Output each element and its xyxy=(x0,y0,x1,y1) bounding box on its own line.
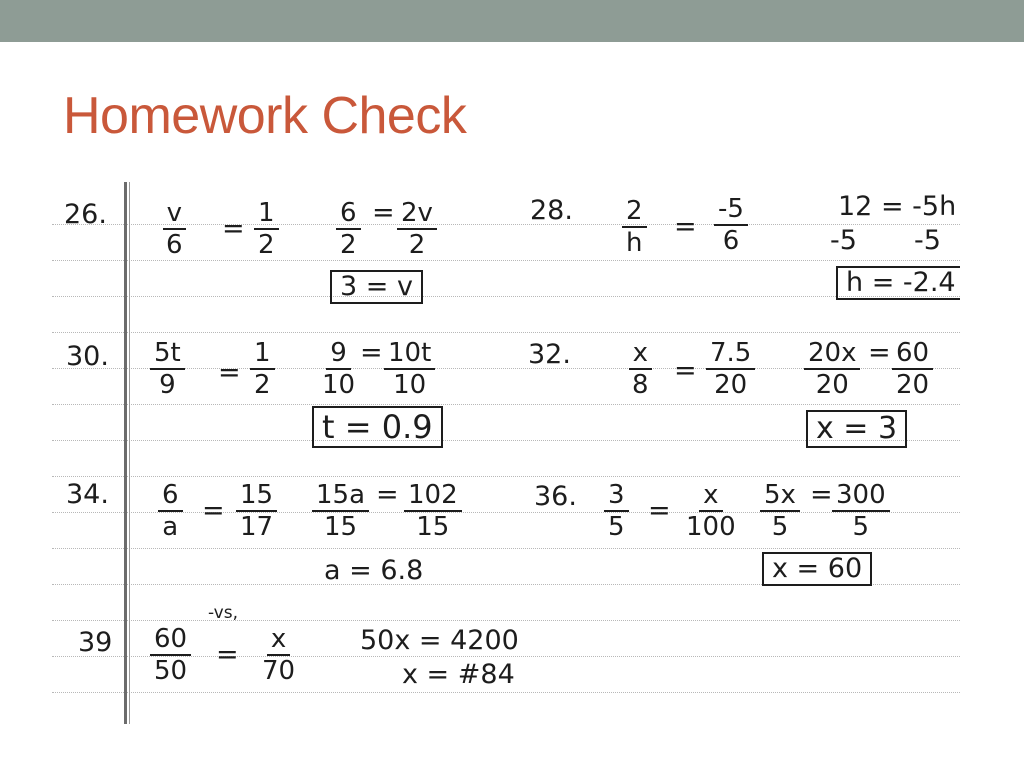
fraction: $\frac{2}{h}$ xyxy=(622,196,647,258)
equals-sign: = xyxy=(202,495,225,526)
problem-number: 30. xyxy=(66,341,109,372)
answer: a = 6.8 xyxy=(324,555,424,586)
fraction: $\frac{102}{15}$ xyxy=(404,480,462,542)
notebook-margin-line xyxy=(124,182,127,724)
fraction: $\frac{6}{2}$ xyxy=(336,198,361,260)
boxed-answer: h = -2.4 xyxy=(836,266,960,300)
equation-line: 50x = 4200 xyxy=(360,625,519,656)
boxed-answer: x = 3 xyxy=(806,410,907,448)
equals-sign: = xyxy=(810,479,833,510)
fraction: $\frac{15}{17}$ xyxy=(236,480,277,542)
fraction: $\frac{3}{5}$ xyxy=(604,480,629,542)
fraction: $\frac{v}{6}$ xyxy=(162,198,187,260)
boxed-answer: x = 60 xyxy=(762,552,872,586)
problem-number: 39 xyxy=(78,627,113,658)
fraction: $\frac{15a}{15}$ xyxy=(312,480,369,542)
fraction: $\frac{60}{20}$ xyxy=(892,338,933,400)
fraction: $\frac{10t}{10}$ xyxy=(384,338,435,400)
fraction: $\frac{300}{5}$ xyxy=(832,480,890,542)
equation-line: 12 = -5h xyxy=(838,191,957,222)
fraction: $\frac{5t}{9}$ xyxy=(150,338,185,400)
fraction: $\frac{60}{50}$ xyxy=(150,624,191,686)
fraction: $\frac{5x}{5}$ xyxy=(760,480,800,542)
equals-sign: = xyxy=(222,213,245,244)
homework-scan xyxy=(52,182,960,724)
divisor-left: -5 xyxy=(830,225,857,256)
divisor-right: -5 xyxy=(914,225,941,256)
boxed-answer: t = 0.9 xyxy=(312,406,443,448)
problem-number: 28. xyxy=(530,195,573,226)
equals-sign: = xyxy=(360,337,383,368)
problem-number: 34. xyxy=(66,479,109,510)
boxed-answer: 3 = v xyxy=(330,270,423,304)
fraction: $\frac{x}{100}$ xyxy=(686,480,736,542)
top-accent-bar xyxy=(0,0,1024,42)
fraction: $\frac{1}{2}$ xyxy=(254,198,279,260)
equals-sign: = xyxy=(216,639,239,670)
fraction: $\frac{20x}{20}$ xyxy=(804,338,860,400)
problem-number: 36. xyxy=(534,481,577,512)
fraction: $\frac{6}{a}$ xyxy=(158,480,183,542)
equals-sign: = xyxy=(868,337,891,368)
fraction: $\frac{1}{2}$ xyxy=(250,338,275,400)
fraction: $\frac{x}{70}$ xyxy=(262,624,296,686)
fraction: $\frac{2v}{2}$ xyxy=(397,198,437,260)
equals-sign: = xyxy=(674,355,697,386)
equals-sign: = xyxy=(372,197,395,228)
equals-sign: = xyxy=(674,211,697,242)
equals-sign: = xyxy=(648,495,671,526)
fraction: $\frac{9}{10}$ xyxy=(322,338,356,400)
slide-title: Homework Check xyxy=(63,87,467,145)
margin-note: -vs, xyxy=(208,603,238,623)
fraction: $\frac{7.5}{20}$ xyxy=(706,338,755,400)
problem-number: 26. xyxy=(64,199,107,230)
fraction: $\frac{-5}{6}$ xyxy=(714,194,748,256)
equals-sign: = xyxy=(218,357,241,388)
fraction: $\frac{x}{8}$ xyxy=(628,338,653,400)
problem-number: 32. xyxy=(528,339,571,370)
equals-sign: = xyxy=(376,479,399,510)
answer: x = #84 xyxy=(402,659,515,690)
